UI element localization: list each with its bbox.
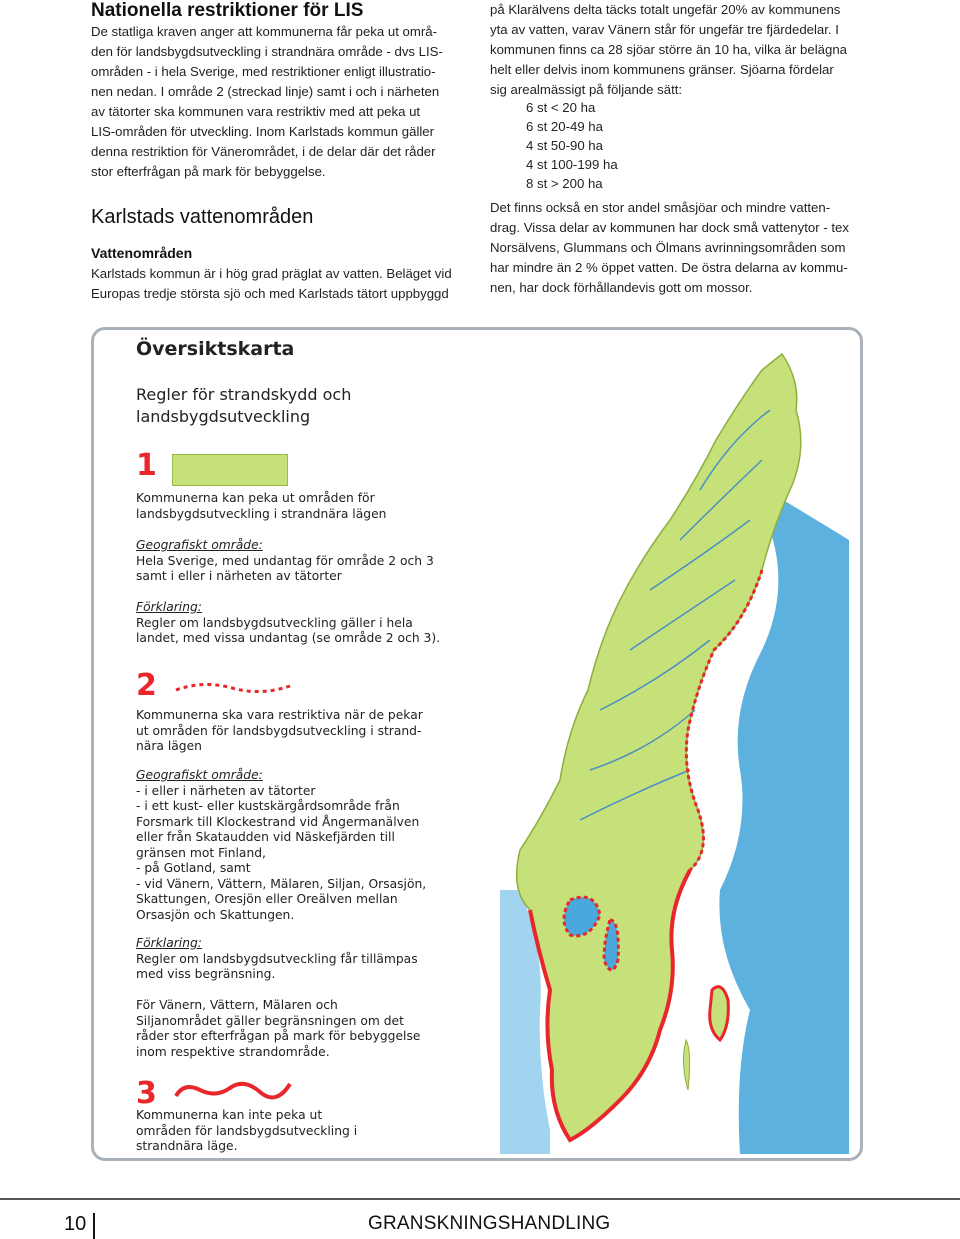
- right-paragraph-bottom: [490, 198, 849, 298]
- text-line: inom respektive strandområde.: [136, 1044, 330, 1059]
- map-legend: [122, 338, 441, 1158]
- text-line: Regler om landsbygdsutveckling gäller i hela: [136, 615, 413, 630]
- right-paragraph-top: [490, 0, 847, 100]
- zone-3-description: [136, 1108, 357, 1155]
- text-line: områden - i hela Sverige, med restriktioner enligt illustratio-: [91, 64, 436, 79]
- text-line: ut områden för landsbygdsutveckling i strand-: [136, 723, 422, 738]
- text-line: sig arealmässigt på följande sätt:: [490, 82, 683, 97]
- text-line: råder stor efterfrågan på mark för bebyggelse: [136, 1029, 421, 1043]
- footer-divider: [0, 1198, 960, 1200]
- text-line: För Vänern, Vättern, Mälaren och: [136, 998, 338, 1012]
- page-number: 10: [64, 1213, 87, 1235]
- text-line: Regler om landsbygdsutveckling får tillämpas: [136, 951, 418, 966]
- text-line: gränsen mot Finland,: [136, 845, 266, 860]
- text-line: Orsasjön och Skattungen.: [136, 907, 295, 922]
- text-line: Forsmark till Klockestrand vid Ångermanälven: [136, 814, 420, 829]
- sweden-map-illustration: [500, 350, 849, 1154]
- text-line: Kommunerna kan peka ut områden för: [136, 491, 375, 505]
- zone-1-description: [136, 491, 386, 522]
- text-line: - i ett kust- eller kustskärgårdsområde från: [136, 799, 400, 813]
- zone-1-number: 1: [136, 448, 157, 483]
- text-line: Kommunerna ska vara restriktiva när de pekar: [136, 708, 423, 722]
- text-line: Kommunerna kan inte peka ut: [136, 1108, 323, 1122]
- text-line: Karlstads kommun är i hög grad präglat av vatten. Beläget vid: [91, 266, 452, 281]
- text-line: Norsälvens, Glummans och Ölmans avrinningsområden som: [490, 240, 846, 255]
- geo-heading: Geografiskt område:: [136, 538, 263, 552]
- text-line: - i eller i närheten av tätorter: [136, 783, 316, 798]
- zone-1-explanation: [136, 600, 440, 647]
- text-line: nen nedan. I område 2 (streckad linje) samt i och i närheten: [91, 84, 440, 99]
- zone-2-note: [136, 998, 420, 1060]
- text-line: Hela Sverige, med undantag för område 2 och 3: [136, 553, 434, 568]
- text-line: samt i eller i närheten av tätorter: [136, 569, 342, 583]
- legend-subtitle: [136, 384, 351, 428]
- text-line: kommunen finns ca 28 sjöar större än 10 ha, vilka är belägna: [490, 42, 847, 57]
- list-item: 8 st > 200 ha: [526, 176, 603, 191]
- text-line: LIS-områden för utveckling. Inom Karlstads kommun gäller: [91, 124, 435, 139]
- text-line: yta av vatten, varav Vänern står för ungefär tre fjärdedelar. I: [490, 22, 839, 37]
- text-line: eller från Skataudden vid Näskefjärden till: [136, 830, 395, 844]
- zone-2-geography: [136, 768, 426, 923]
- text-line: områden för landsbygdsutveckling i: [136, 1123, 358, 1138]
- text-line: har mindre än 2 % öppet vatten. De östra delarna av kommu-: [490, 260, 848, 275]
- text-line: Europas tredje största sjö och med Karlstads tätort uppbyggd: [91, 286, 449, 301]
- text-line: stor efterfrågan på mark för bebyggelse.: [91, 164, 326, 179]
- expl-heading: Förklaring:: [136, 936, 202, 950]
- list-item: 4 st 50-90 ha: [526, 138, 603, 153]
- text-line: denna restriktion för Vänerområdet, i de delar där det råder: [91, 144, 436, 159]
- body-paragraph: [91, 264, 452, 304]
- text-line: av tätorter ska kommunen vara restriktiv med att peka ut: [91, 104, 421, 119]
- page-title: Nationella restriktioner för LIS: [91, 0, 364, 21]
- text-line: De statliga kraven anger att kommunerna får peka ut områ-: [91, 24, 437, 39]
- text-line: nen, har dock förhållandevis gott om mossor.: [490, 280, 753, 295]
- oland: [684, 1040, 690, 1090]
- list-item: 6 st < 20 ha: [526, 100, 596, 115]
- text-line: Siljanområdet gäller begränsningen om det: [136, 1013, 404, 1028]
- text-line: landet, med vissa undantag (se område 2 och 3).: [136, 631, 441, 645]
- sweden-map: [500, 350, 849, 1154]
- text-line: strandnära läge.: [136, 1139, 238, 1153]
- text-line: Skattungen, Oresjön eller Oreälven mellan: [136, 892, 398, 906]
- zone-2-explanation: [136, 936, 418, 983]
- list-item: 4 st 100-199 ha: [526, 157, 618, 172]
- text-line: på Klarälvens delta täcks totalt ungefär 20% av kommunens: [490, 2, 841, 17]
- zone-2-dashed-line-icon: [174, 678, 294, 698]
- zone-2-number: 2: [136, 668, 157, 703]
- subsection-title: Vattenområden: [91, 245, 193, 261]
- text-line: med viss begränsning.: [136, 967, 276, 981]
- geo-heading: Geografiskt område:: [136, 768, 263, 782]
- text-line: - vid Vänern, Vättern, Mälaren, Siljan, Orsasjön,: [136, 876, 427, 891]
- zone-1-swatch: [172, 454, 288, 486]
- list-item: 6 st 20-49 ha: [526, 119, 603, 134]
- text-line: Regler för strandskydd och: [136, 385, 352, 404]
- zone-3-solid-line-icon: [174, 1078, 294, 1102]
- lake-size-list: [490, 98, 618, 193]
- text-line: landsbygdsutveckling: [136, 407, 311, 426]
- zone-1-geography: [136, 538, 434, 585]
- legend-title: Översiktskarta: [136, 338, 295, 360]
- zone-2-description: [136, 708, 423, 755]
- text-line: landsbygdsutveckling i strandnära lägen: [136, 506, 387, 521]
- page-number-bar: [93, 1213, 95, 1239]
- section-title: Karlstads vattenområden: [91, 206, 314, 228]
- text-line: - på Gotland, samt: [136, 861, 251, 875]
- footer-label: GRANSKNINGSHANDLING: [368, 1213, 611, 1234]
- intro-paragraph: [91, 22, 443, 182]
- text-line: drag. Vissa delar av kommunen har dock små vattenytor - tex: [490, 220, 849, 235]
- text-line: den för landsbygdsutveckling i strandnära område - dvs LIS-: [91, 44, 443, 59]
- text-line: nära lägen: [136, 739, 202, 753]
- gotland: [710, 987, 729, 1040]
- text-line: helt eller delvis inom kommunens gränser. Sjöarna fördelar: [490, 62, 834, 77]
- text-line: Det finns också en stor andel småsjöar och mindre vatten-: [490, 200, 831, 215]
- zone-3-number: 3: [136, 1076, 157, 1111]
- expl-heading: Förklaring:: [136, 600, 202, 614]
